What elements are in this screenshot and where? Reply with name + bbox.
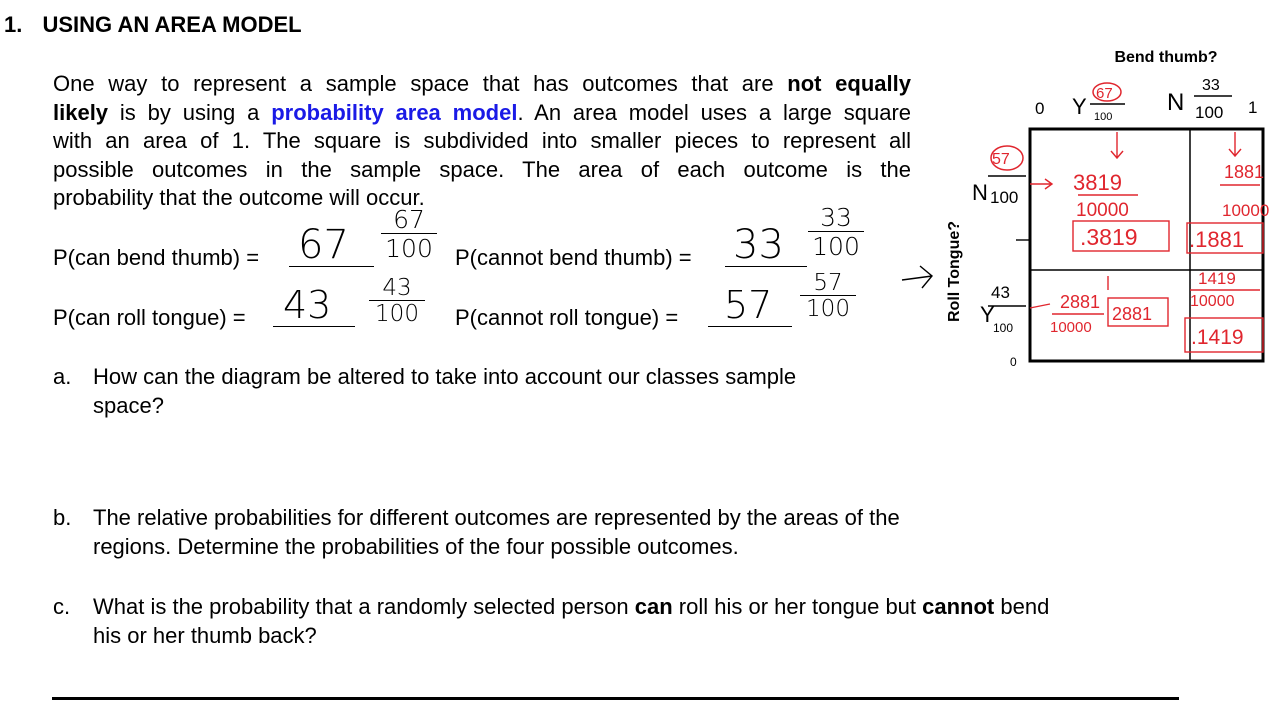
section-title: USING AN AREA MODEL [42, 12, 302, 37]
hw-fraction-den: 100 [990, 188, 1019, 207]
handwritten-answer: 57 [724, 283, 773, 327]
hw-arrow-icon [1030, 304, 1050, 308]
prob-cannot-bend-thumb-label: P(cannot bend thumb) = [455, 245, 692, 270]
hw-zero: 0 [1010, 355, 1017, 369]
handwritten-fraction: 43 100 [369, 276, 425, 327]
hw-fraction-den: 100 [993, 321, 1014, 335]
tr-den: 10000 [1222, 201, 1270, 220]
hw-arrow-icon [1229, 132, 1241, 156]
intro-line: One way to represent a sample space that has outcomes that are not equally [53, 71, 911, 96]
hw-arrow-icon [1111, 132, 1123, 158]
cell-annotations [1030, 132, 1269, 352]
bend-thumb-label: Bend thumb? [1114, 49, 1218, 66]
hw-fraction-den: 100 [1094, 111, 1113, 123]
br-num: 1419 [1198, 269, 1236, 288]
tl-dec: .3819 [1080, 224, 1138, 250]
bl-den: 10000 [1050, 319, 1092, 336]
hw-no: N [1167, 89, 1185, 116]
bl-num: 2881 [1060, 292, 1101, 312]
tr-num: 1881 [1224, 162, 1265, 182]
prob-roll-tongue-label: P(can roll tongue) = [53, 305, 246, 330]
handwritten-fraction: 57 100 [800, 271, 856, 322]
hw-fraction-den: 100 [1195, 103, 1224, 122]
tl-num: 3819 [1073, 170, 1122, 195]
intro-line: probability that the outcome will occur. [53, 185, 425, 210]
question-b: b. The relative probabilities for different outcomes are represented by the areas of the regions. Determine the probabilities of the four possible outcomes. [53, 505, 900, 559]
tl-den: 10000 [1076, 200, 1129, 221]
handwritten-answer: 43 [283, 283, 332, 327]
question-c: c. What is the probability that a randomly selected person can roll his or her tongue but cannot bend his or her thumb back? [53, 594, 1050, 648]
probability-area-model-term: probability area model [271, 99, 518, 125]
hw-fraction-num: 33 [1202, 77, 1220, 94]
br-dec: .1419 [1191, 326, 1244, 349]
section-number: 1. [4, 12, 23, 37]
handwritten-fraction: 67 100 [381, 207, 437, 263]
handwritten-fraction: 33 100 [808, 205, 864, 261]
intro-line: possible outcomes in the sample space. The area of each outcome is the [53, 156, 911, 182]
top-annotations [1035, 77, 1257, 123]
hw-arrow-icon [1030, 179, 1052, 189]
hw-arrow-icon [902, 266, 932, 288]
br-den: 10000 [1190, 293, 1235, 310]
bottom-rule [52, 697, 1179, 700]
intro-paragraph [53, 70, 911, 213]
hw-one: 1 [1248, 98, 1258, 117]
question-a: a. How can the diagram be altered to take into account our classes sample space? [53, 364, 797, 418]
hw-no: N [972, 180, 988, 205]
hw-zero: 0 [1035, 99, 1045, 118]
bl-boxed: 2881 [1112, 304, 1153, 324]
section-heading [4, 12, 302, 38]
handwritten-answer: 33 [733, 222, 784, 268]
intro-line: with an area of 1. The square is subdivided into smaller pieces to represent all [53, 128, 911, 153]
roll-tongue-label: Roll Tongue? [946, 220, 963, 322]
intro-line: likely is by using a probability area model. An area model uses a large square [53, 99, 912, 125]
prob-bend-thumb-label: P(can bend thumb) = [53, 245, 260, 270]
area-model-diagram [880, 40, 1280, 380]
hw-fraction-num: 67 [1096, 85, 1113, 102]
prob-cannot-roll-tongue-label: P(cannot roll tongue) = [455, 305, 679, 330]
tr-dec: .1881 [1189, 227, 1245, 252]
hw-yes: Y [980, 302, 995, 327]
hw-fraction-num: 43 [991, 283, 1010, 302]
handwritten-answer: 67 [298, 222, 349, 268]
side-annotations [902, 146, 1030, 369]
hw-yes: Y [1072, 94, 1087, 119]
hw-fraction-num: 57 [992, 151, 1010, 168]
